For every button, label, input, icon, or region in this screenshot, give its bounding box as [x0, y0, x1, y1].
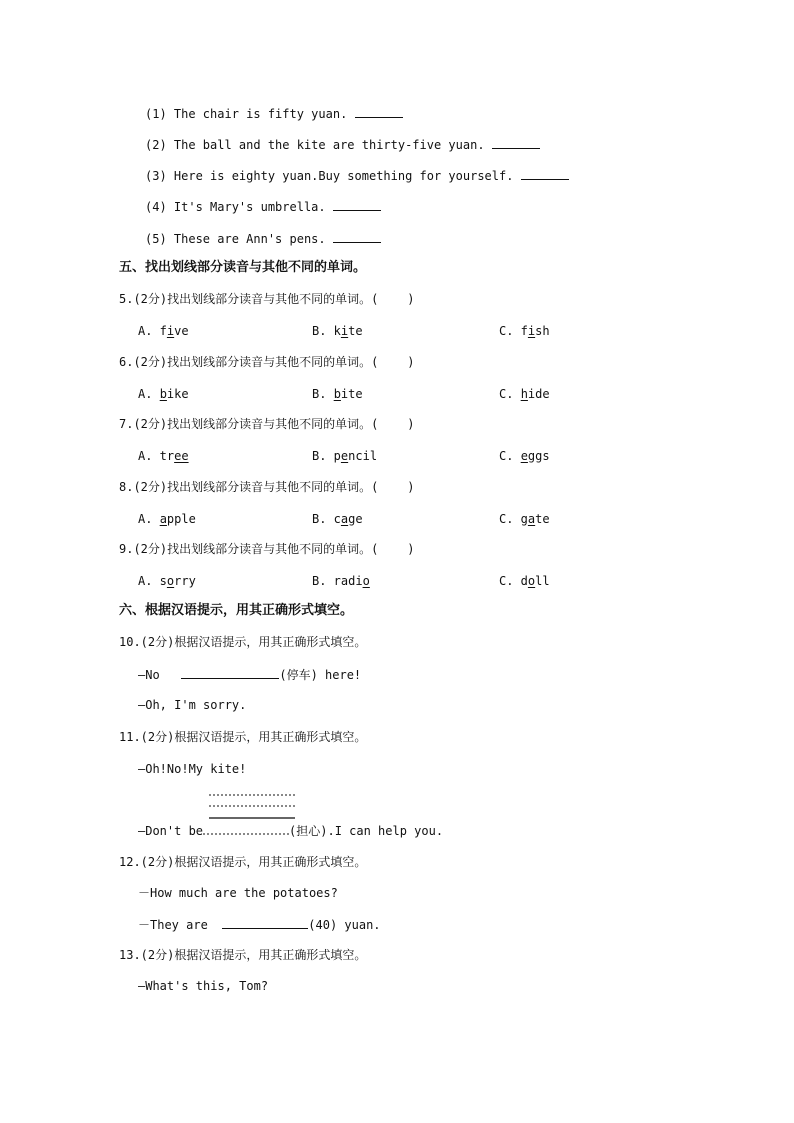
option-c[interactable]	[499, 573, 550, 589]
underlined-letters: e	[340, 449, 349, 463]
section-5-heading: 五、找出划线部分读音与其他不同的单词。	[119, 260, 367, 275]
question-11-line-1: —Oh!No!My kite!	[138, 762, 247, 776]
option-text: C. d	[499, 574, 528, 588]
underlined-letters: b	[333, 386, 341, 401]
option-text: A. s	[138, 574, 167, 588]
question-7-stem: 7.(2分)找出划线部分读音与其他不同的单词。( )	[119, 417, 415, 431]
option-text: ide	[527, 386, 550, 401]
answer-blank[interactable]	[355, 105, 403, 118]
underlined-letters: a	[340, 511, 349, 526]
question-8-stem: 8.(2分)找出划线部分读音与其他不同的单词。( )	[119, 479, 415, 494]
underlined-letters: ee	[174, 449, 189, 463]
question-10-line-2: —Oh, I'm sorry.	[138, 698, 247, 712]
underlined-letters: b	[159, 386, 167, 401]
option-text: B. c	[312, 511, 341, 526]
option-text: A.	[138, 511, 160, 526]
option-text: C.	[499, 449, 521, 463]
option-a[interactable]	[138, 386, 189, 402]
dotted-line	[209, 794, 295, 796]
underlined-letters: i	[166, 324, 175, 338]
option-text: C.	[499, 386, 521, 401]
underlined-letters: o	[527, 574, 536, 588]
option-text: ll	[535, 574, 550, 588]
answer-blank[interactable]	[203, 823, 289, 835]
underlined-letters: a	[527, 511, 536, 526]
option-a[interactable]	[138, 573, 196, 589]
option-text: ggs	[527, 449, 550, 463]
option-text: te	[535, 511, 550, 526]
option-a[interactable]	[138, 323, 189, 339]
option-text: A. f	[138, 324, 167, 338]
underlined-letters: a	[159, 511, 167, 526]
underlined-letters: e	[520, 449, 528, 463]
option-text: B.	[312, 386, 334, 401]
option-text: B. k	[312, 324, 341, 338]
option-text: sh	[535, 324, 550, 338]
answer-blank[interactable]	[222, 916, 308, 929]
item-5: (5) These are Ann's pens.	[145, 230, 381, 247]
underlined-letters: h	[520, 386, 528, 401]
option-text: ve	[174, 324, 189, 338]
option-b[interactable]	[312, 573, 370, 589]
question-9-stem: 9.(2分)找出划线部分读音与其他不同的单词。( )	[119, 542, 415, 556]
question-13-stem: 13.(2分)根据汉语提示，用其正确形式填空。	[119, 948, 367, 962]
underlined-letters: i	[527, 324, 536, 338]
item-1: (1) The chair is fifty yuan.	[145, 105, 403, 122]
underlined-letters: o	[362, 574, 370, 588]
option-b[interactable]	[312, 448, 377, 464]
answer-blank[interactable]	[492, 136, 540, 149]
option-b[interactable]	[312, 323, 363, 339]
option-c[interactable]	[499, 386, 550, 402]
option-c[interactable]	[499, 511, 550, 527]
section-6-heading: 六、根据汉语提示，用其正确形式填空。	[119, 603, 354, 618]
question-11-line-2: —Don't be (担心).I can help you.	[138, 824, 444, 838]
question-12-line-2: －They are (40) yuan.	[138, 918, 381, 932]
answer-blank[interactable]	[333, 230, 381, 243]
question-10-stem: 10.(2分)根据汉语提示，用其正确形式填空。	[119, 635, 367, 649]
underlined-letters: o	[166, 574, 175, 588]
option-text: te	[348, 324, 363, 338]
option-text: ite	[340, 386, 363, 401]
answer-blank[interactable]	[521, 167, 569, 180]
option-b[interactable]	[312, 511, 363, 527]
item-3: (3) Here is eighty yuan.Buy something for yourself.	[145, 167, 569, 184]
option-text: ge	[348, 511, 363, 526]
option-text: A. tr	[138, 449, 175, 463]
option-text: A.	[138, 386, 160, 401]
option-text: C. f	[499, 324, 528, 338]
question-5-stem: 5.(2分)找出划线部分读音与其他不同的单词。( )	[119, 292, 415, 306]
answer-line	[209, 817, 295, 819]
option-text: B. radi	[312, 574, 363, 588]
option-b[interactable]	[312, 386, 363, 402]
option-c[interactable]	[499, 323, 550, 339]
underlined-letters: i	[340, 324, 349, 338]
option-text: ike	[166, 386, 189, 401]
question-12-line-1: －How much are the potatoes?	[138, 886, 338, 900]
answer-blank[interactable]	[181, 666, 279, 679]
answer-blank[interactable]	[333, 198, 381, 211]
option-text: rry	[174, 574, 196, 588]
question-10-line-1: —No (停车) here!	[138, 668, 362, 682]
item-4: (4) It's Mary's umbrella.	[145, 198, 381, 215]
option-a[interactable]	[138, 511, 196, 527]
option-text: ncil	[348, 449, 378, 463]
option-text: pple	[166, 511, 196, 526]
dotted-line	[209, 805, 295, 807]
option-a[interactable]	[138, 448, 189, 464]
question-11-stem: 11.(2分)根据汉语提示，用其正确形式填空。	[119, 730, 367, 744]
question-13-line-1: —What's this, Tom?	[138, 979, 269, 993]
option-c[interactable]	[499, 448, 550, 464]
question-12-stem: 12.(2分)根据汉语提示，用其正确形式填空。	[119, 855, 367, 869]
item-2: (2) The ball and the kite are thirty-five yuan.	[145, 136, 540, 153]
option-text: C. g	[499, 511, 528, 526]
option-text: B. p	[312, 449, 341, 463]
question-6-stem: 6.(2分)找出划线部分读音与其他不同的单词。( )	[119, 354, 415, 369]
